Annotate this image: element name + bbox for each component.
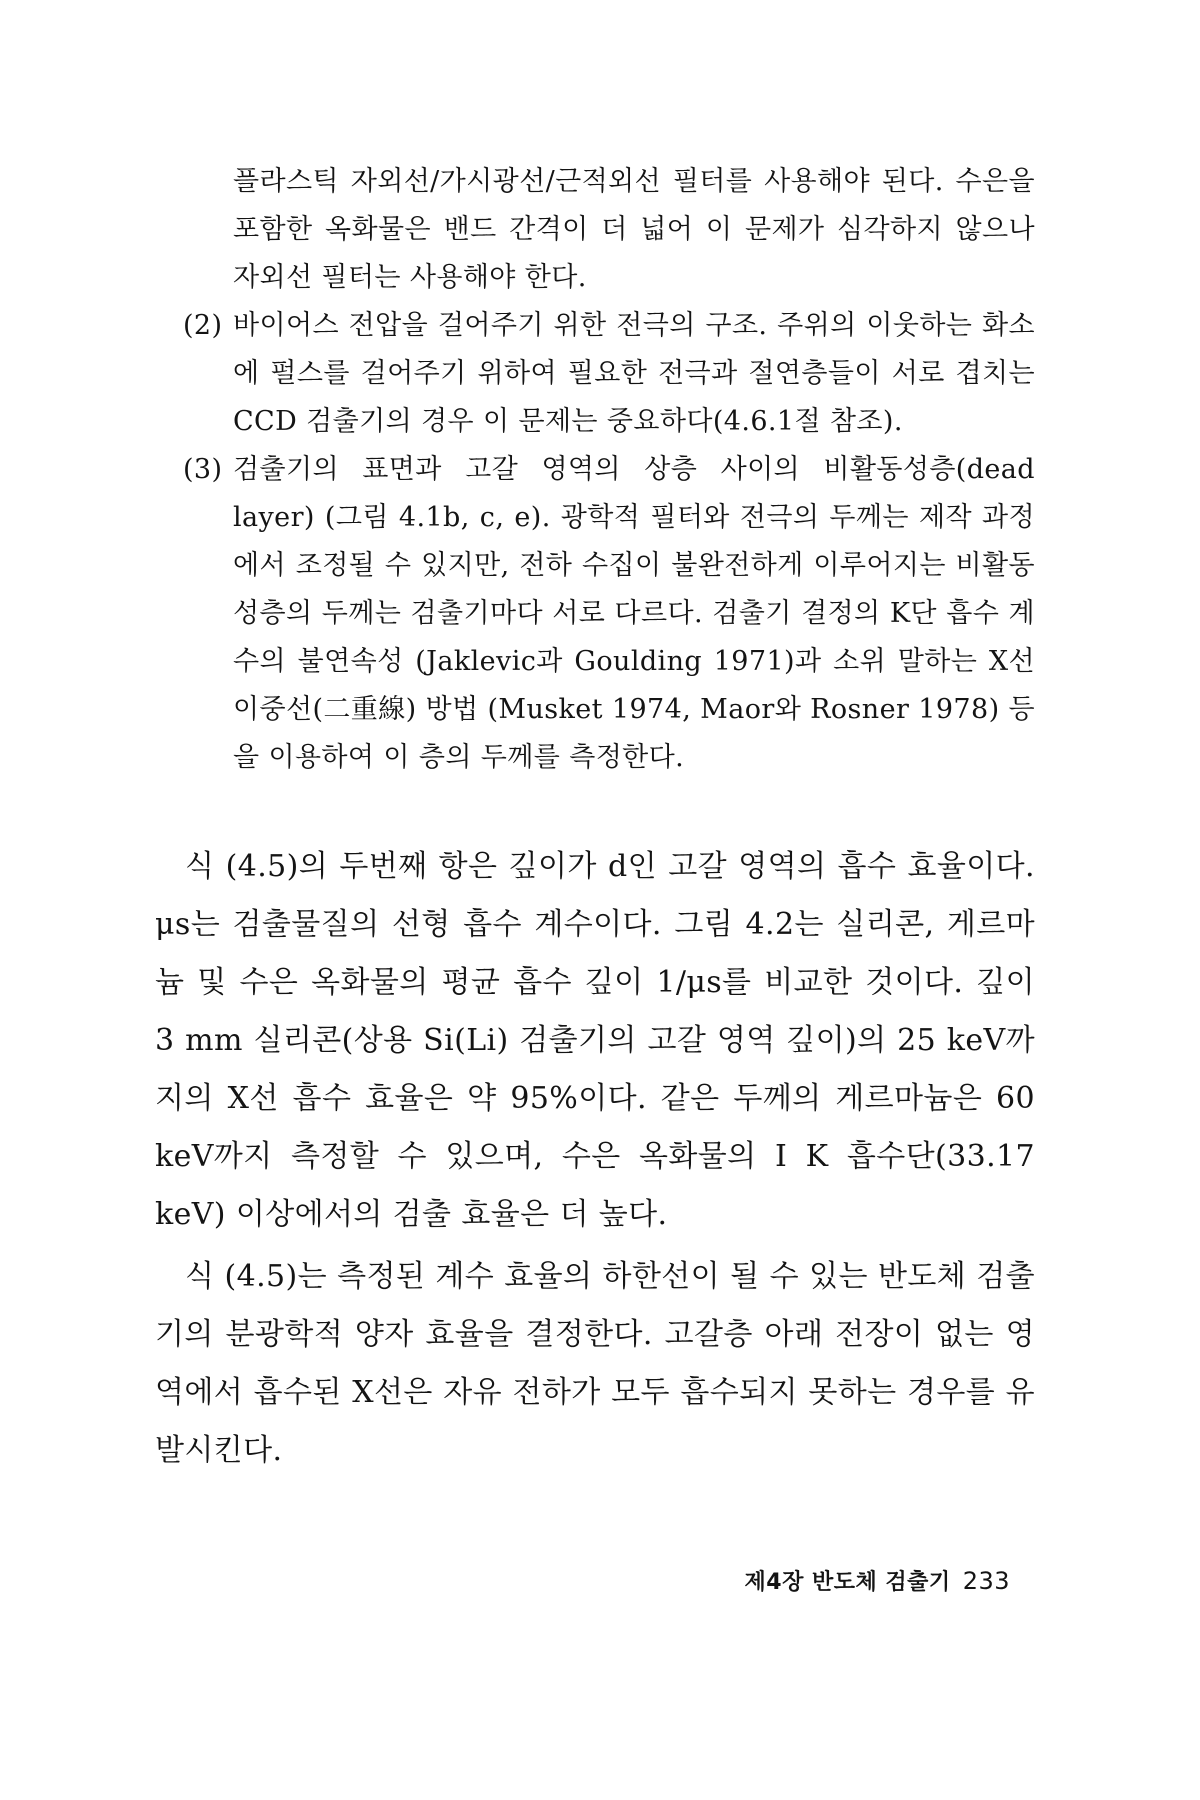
page-content	[155, 158, 1035, 1484]
list-item-text: 검출기의 표면과 고갈 영역의 상층 사이의 비활동성층(dead layer) (그림 4.1b, c, e). 광학적 필터와 전극의 두께는 제작 과정에서 조정될 수 있지만, 전하 수집이 불완전하게 이루어지는 비활동성층의 두께는 검출기마다 서로 다르다. 검출기 결정의 K단 흡수 계수의 불연속성 (Jaklevic과 Goulding 1971)과 소위 말하는 X선 이중선(二重線) 방법 (Musket 1974, Maor와 Rosner 1978) 등을 이용하여 이 층의 두께를 측정한다.	[233, 454, 1035, 773]
page-number: 233	[962, 1567, 1010, 1595]
list-item	[155, 446, 1035, 782]
body-paragraph: 식 (4.5)는 측정된 계수 효율의 하한선이 될 수 있는 반도체 검출기의 분광학적 양자 효율을 결정한다. 고갈층 아래 전장이 없는 영역에서 흡수된 X선은 자유 전하가 모두 흡수되지 못하는 경우를 유발시킨다.	[155, 1259, 1035, 1468]
list-item-number: (3)	[183, 454, 223, 485]
running-chapter-title: 제4장 반도체 검출기	[744, 1570, 951, 1595]
list-item	[155, 302, 1035, 446]
body-paragraph: 식 (4.5)의 두번째 항은 깊이가 d인 고갈 영역의 흡수 효율이다. μs는 검출물질의 선형 흡수 계수이다. 그림 4.2는 실리콘, 게르마늄 및 수은 옥화물의 평균 흡수 깊이 1/μs를 비교한 것이다. 깊이 3 mm 실리콘(상용 Si(Li) 검출기의 고갈 영역 깊이)의 25 keV까지의 X선 흡수 효율은 약 95%이다. 같은 두께의 게르마늄은 60 keV까지 측정할 수 있으며, 수은 옥화물의 I K 흡수단(33.17 keV) 이상에서의 검출 효율은 더 높다.	[155, 849, 1035, 1232]
list-item-text: 바이어스 전압을 걸어주기 위한 전극의 구조. 주위의 이웃하는 화소에 펄스를 걸어주기 위하여 필요한 전극과 절연층들이 서로 겹치는 CCD 검출기의 경우 이 문제는 중요하다(4.6.1절 참조).	[233, 310, 1035, 437]
body-text	[155, 838, 1035, 1480]
page-footer	[745, 1565, 1010, 1596]
list-item-number: (2)	[183, 310, 223, 341]
continuation-paragraph: 플라스틱 자외선/가시광선/근적외선 필터를 사용해야 된다. 수은을 포함한 옥화물은 밴드 간격이 더 넓어 이 문제가 심각하지 않으나 자외선 필터는 사용해야 한다.	[233, 166, 1035, 293]
numbered-list	[155, 302, 1035, 782]
